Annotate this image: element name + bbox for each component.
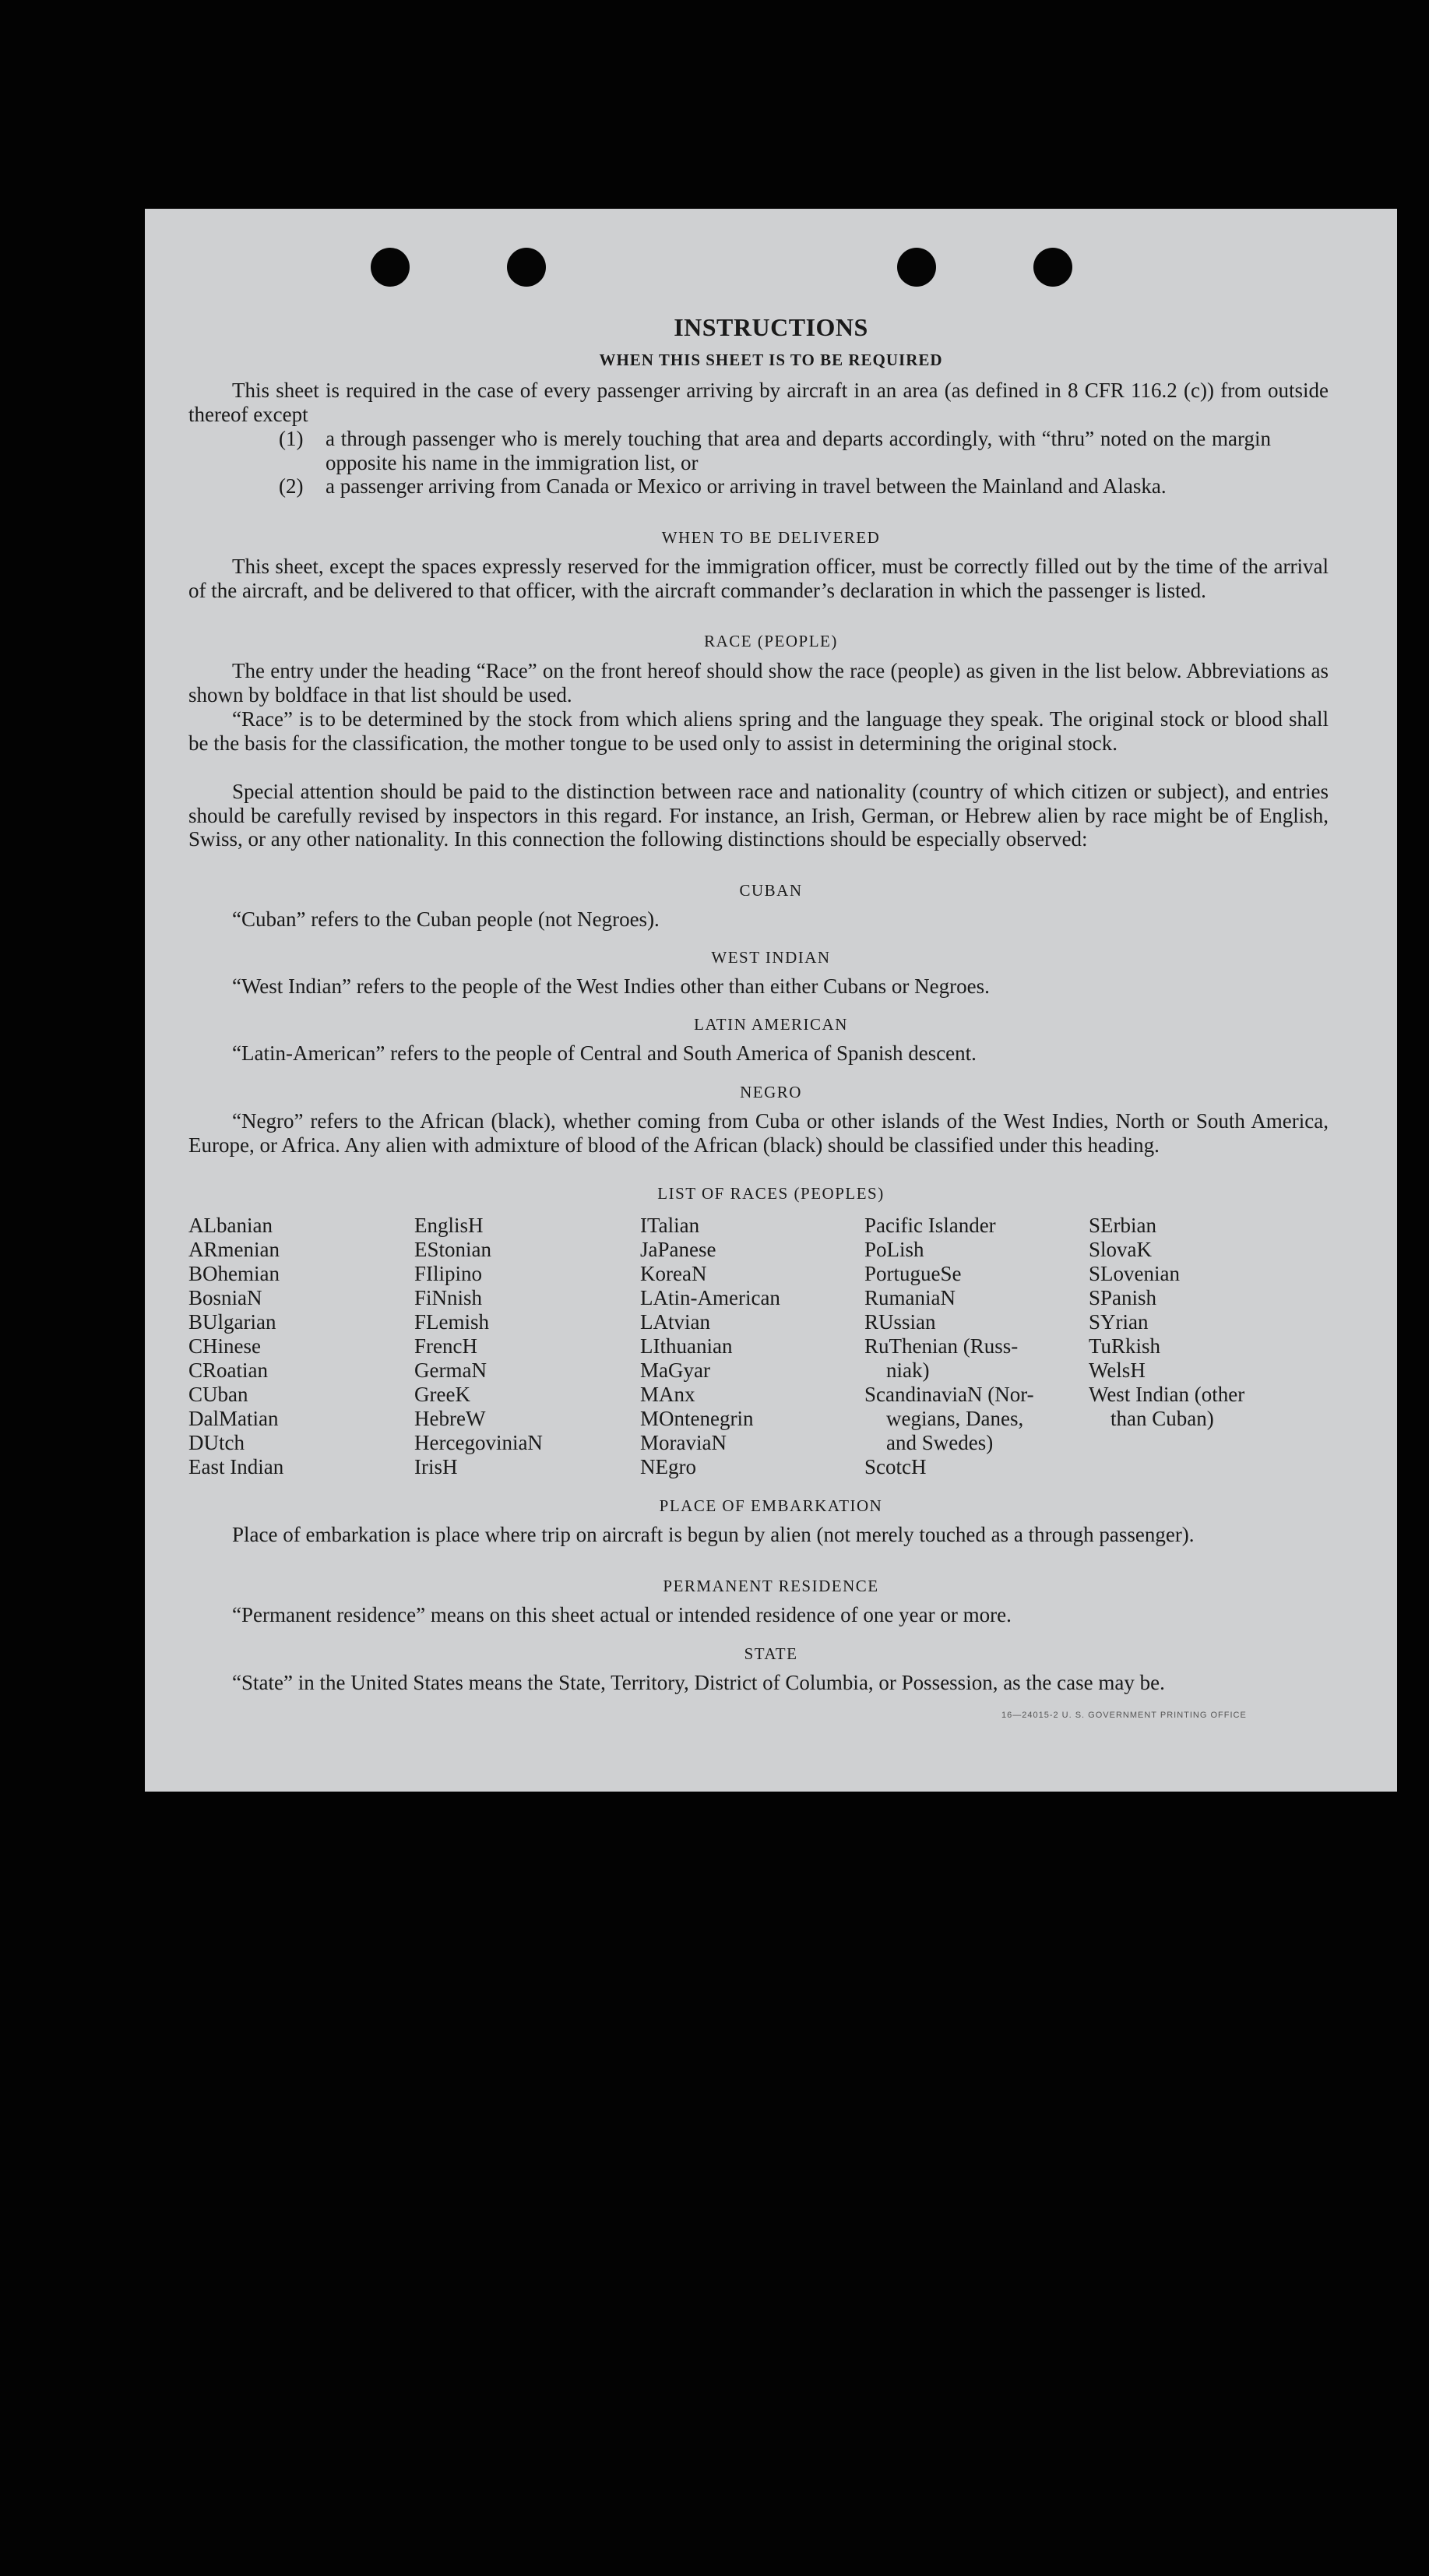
race-list-column-4	[864, 1214, 1034, 1479]
race-entry: ScotcH	[864, 1455, 927, 1478]
race-entry: RuThenian (Russ-	[864, 1334, 1019, 1358]
race-entry: EnglisH	[414, 1214, 484, 1237]
race-entry: KoreaN	[640, 1262, 707, 1285]
race-entry-continuation: niak)	[886, 1358, 930, 1382]
race-entry: SPanish	[1089, 1286, 1157, 1309]
paragraph-cuban: “Cuban” refers to the Cuban people (not Negroes).	[232, 907, 660, 931]
race-entry: HercegoviniaN	[414, 1431, 543, 1454]
race-entry-continuation: than Cuban)	[1110, 1407, 1214, 1430]
paragraph-race-1: The entry under the heading “Race” on the front hereof should show the race (people) as given in the list below. Abbreviations as shown by boldface in that list should be used.	[188, 659, 1329, 707]
race-entry: CHinese	[188, 1334, 261, 1358]
race-entry: TuRkish	[1089, 1334, 1161, 1358]
instruction-sheet: INSTRUCTIONS WHEN THIS SHEET IS TO BE REQUIRED This sheet is required in the case of every passenger arriving by aircraft in an area (as defined in 8 CFR 116.2 (c)) from outside thereof except (1) a through passenger who is merely touching that area and departs accordingly, with “thru” noted on the margin opposite his name in the immigration list, or (2) a passenger arriving from Canada or Mexico or arriving in travel between the Mainland and Alaska. WHEN TO BE DELIVERED This sheet, except the spaces expressly reserved for the immigration officer, must be correctly filled out by the time of the arrival of the aircraft, and be delivered to that officer, with the aircraft commander’s declaration in which the passenger is listed. RACE (PEOPLE) The entry under the heading “Race” on the front hereof should show the race (people) as given in the list below. Abbreviations as shown by boldface in that list should be used. “Race” is to be determined by the stock from which aliens spring and the language they speak. The original stock or blood shall be the basis for the classification, the mother tongue to be used only to assist in determining the original stock. Special attention should be paid to the distinction between race and nationality (country of which citizen or subject), and entries should be carefully revised by inspectors in this regard. For instance, an Irish, German, or Hebrew alien by race might be of English, Swiss, or any other nationality. In this connection the following distinctions should be especially observed: CUBAN “Cuban” refers to the Cuban people (not Negroes). WEST INDIAN “West Indian” refers to the people of the West Indies other than either Cubans or Negroes. LATIN AMERICAN “Latin-American” refers to the people of Central and South America of Spanish descent. NEGRO “Negro” refers to the African (black), whether coming from Cuba or other islands of the West Indies, North or South America, Europe, or Africa. Any alien with admixture of blood of the African (black) should be classified under this heading. LIST OF RACES (PEOPLES) ALbanian ARmenian BOhemian BosniaN BUlgarian CHinese CRoatian CUban DalMatian DUtch East Indian EnglisH EStonian FIlipino FiNnish FLemish FrencH GermaN GreeK HebreW HercegoviniaN IrisH ITalian JaPanese KoreaN LAtin-American LAtvian LIthuanian MaGyar MAnx MOntenegrin MoraviaN NEgro Pacific Islander PoLish PortugueSe RumaniaN RUssian RuThenian (Russ- niak) ScandinaviaN (Nor- wegians, Danes, and Swedes) ScotcH SErbian SlovaK SLovenian SPanish SYrian TuRkish WelsH West Indian (other than Cuban) PLACE OF EMBARKATION Place of embarkation is place where trip on aircraft is begun by alien (not merely touched as a through passenger). PERMANENT RESIDENCE “Permanent residence” means on this sheet actual or intended residence of one year or more. STATE “State” in the United States means the State, Territory, District of Columbia, or Possession, as the case may be. 16—24015-2 U. S. GOVERNMENT PRINTING OFFICE	[145, 209, 1397, 1792]
race-entry: West Indian (other	[1089, 1383, 1245, 1406]
heading-list-of-races: LIST OF RACES (PEOPLES)	[657, 1184, 885, 1203]
printing-office-imprint: 16—24015-2 U. S. GOVERNMENT PRINTING OFFICE	[1001, 1711, 1247, 1720]
race-list-column-3	[640, 1214, 780, 1479]
race-entry: Pacific Islander	[864, 1214, 996, 1237]
paragraph-latin-american: “Latin-American” refers to the people of Central and South America of Spanish descent.	[232, 1041, 977, 1065]
punch-hole	[897, 248, 936, 287]
paragraph-race-3: Special attention should be paid to the distinction between race and nationality (country of which citizen or subject), and entries should be carefully revised by inspectors in this regard. For instance, an Irish, German, or Hebrew alien by race might be of English, Swiss, or any other nationality. In this connection the following distinctions should be especially observed:	[188, 780, 1329, 851]
heading-negro: NEGRO	[740, 1083, 802, 1101]
page-title: INSTRUCTIONS	[674, 313, 868, 341]
paragraph-west-indian: “West Indian” refers to the people of the West Indies other than either Cubans or Negroes.	[232, 974, 990, 998]
race-entry: PoLish	[864, 1238, 924, 1261]
race-entry: IrisH	[414, 1455, 458, 1478]
race-entry: HebreW	[414, 1407, 486, 1430]
race-entry: DUtch	[188, 1431, 245, 1454]
race-entry: LIthuanian	[640, 1334, 733, 1358]
race-entry: GreeK	[414, 1383, 470, 1406]
paragraph-state: “State” in the United States means the State, Territory, District of Columbia, or Possession, as the case may be.	[232, 1671, 1165, 1694]
race-entry-continuation: and Swedes)	[886, 1431, 994, 1454]
heading-residence: PERMANENT RESIDENCE	[663, 1577, 879, 1595]
race-entry: JaPanese	[640, 1238, 716, 1261]
race-entry: SYrian	[1089, 1310, 1149, 1334]
race-entry: ALbanian	[188, 1214, 273, 1237]
race-entry: MaGyar	[640, 1358, 710, 1382]
paragraph-required: This sheet is required in the case of every passenger arriving by aircraft in an area (as defined in 8 CFR 116.2 (c)) from outside thereof except	[188, 379, 1329, 426]
race-entry: ScandinaviaN (Nor-	[864, 1383, 1034, 1406]
paragraph-embarkation: Place of embarkation is place where trip on aircraft is begun by alien (not merely touched as a through passenger).	[232, 1523, 1195, 1546]
race-entry-continuation: wegians, Danes,	[886, 1407, 1024, 1430]
race-entry: LAtvian	[640, 1310, 710, 1334]
paragraph-delivered: This sheet, except the spaces expressly reserved for the immigration officer, must be correctly filled out by the time of the arrival of the aircraft, and be delivered to that officer, with the aircraft commander’s declaration in which the passenger is listed.	[188, 555, 1329, 602]
race-entry: RUssian	[864, 1310, 936, 1334]
race-entry: ITalian	[640, 1214, 700, 1237]
race-entry: GermaN	[414, 1358, 487, 1382]
punch-hole	[1033, 248, 1072, 287]
race-entry: MoraviaN	[640, 1431, 727, 1454]
paragraph-race-2: “Race” is to be determined by the stock from which aliens spring and the language they speak. The original stock or blood shall be the basis for the classification, the mother tongue to be used only to assist in determining the original stock.	[188, 707, 1329, 755]
race-list-column-5	[1089, 1214, 1244, 1431]
race-entry: RumaniaN	[864, 1286, 956, 1309]
race-list-column-2	[414, 1214, 543, 1479]
heading-cuban: CUBAN	[739, 881, 803, 900]
heading-required: WHEN THIS SHEET IS TO BE REQUIRED	[599, 351, 943, 369]
race-entry: BOhemian	[188, 1262, 280, 1285]
race-entry: PortugueSe	[864, 1262, 962, 1285]
race-entry: East Indian	[188, 1455, 284, 1478]
heading-state: STATE	[744, 1644, 798, 1663]
punch-hole	[371, 248, 410, 287]
heading-race: RACE (PEOPLE)	[704, 632, 838, 650]
heading-west-indian: WEST INDIAN	[711, 948, 831, 967]
heading-latin-american: LATIN AMERICAN	[694, 1015, 848, 1034]
race-entry: EStonian	[414, 1238, 491, 1261]
race-entry: BosniaN	[188, 1286, 262, 1309]
heading-delivered: WHEN TO BE DELIVERED	[661, 528, 881, 547]
race-entry: FiNnish	[414, 1286, 483, 1309]
paragraph-negro: “Negro” refers to the African (black), whether coming from Cuba or other islands of the West Indies, North or South America, Europe, or Africa. Any alien with admixture of blood of the African (black) should be classified under this heading.	[188, 1109, 1329, 1157]
race-entry: CUban	[188, 1383, 248, 1406]
punch-hole	[507, 248, 546, 287]
race-entry: MAnx	[640, 1383, 695, 1406]
race-list-column-1	[188, 1214, 283, 1479]
race-entry: MOntenegrin	[640, 1407, 754, 1430]
paragraph-residence: “Permanent residence” means on this sheet actual or intended residence of one year or more.	[232, 1603, 1012, 1626]
race-entry: BUlgarian	[188, 1310, 276, 1334]
race-entry: CRoatian	[188, 1358, 268, 1382]
race-entry: FLemish	[414, 1310, 490, 1334]
race-entry: FIlipino	[414, 1262, 483, 1285]
race-entry: LAtin-American	[640, 1286, 780, 1309]
race-entry: SlovaK	[1089, 1238, 1152, 1261]
heading-embarkation: PLACE OF EMBARKATION	[659, 1496, 883, 1515]
race-entry: ARmenian	[188, 1238, 280, 1261]
race-entry: DalMatian	[188, 1407, 279, 1430]
race-entry: SLovenian	[1089, 1262, 1180, 1285]
race-entry: WelsH	[1089, 1358, 1146, 1382]
race-entry: SErbian	[1089, 1214, 1156, 1237]
race-entry: FrencH	[414, 1334, 477, 1358]
race-entry: NEgro	[640, 1455, 696, 1478]
